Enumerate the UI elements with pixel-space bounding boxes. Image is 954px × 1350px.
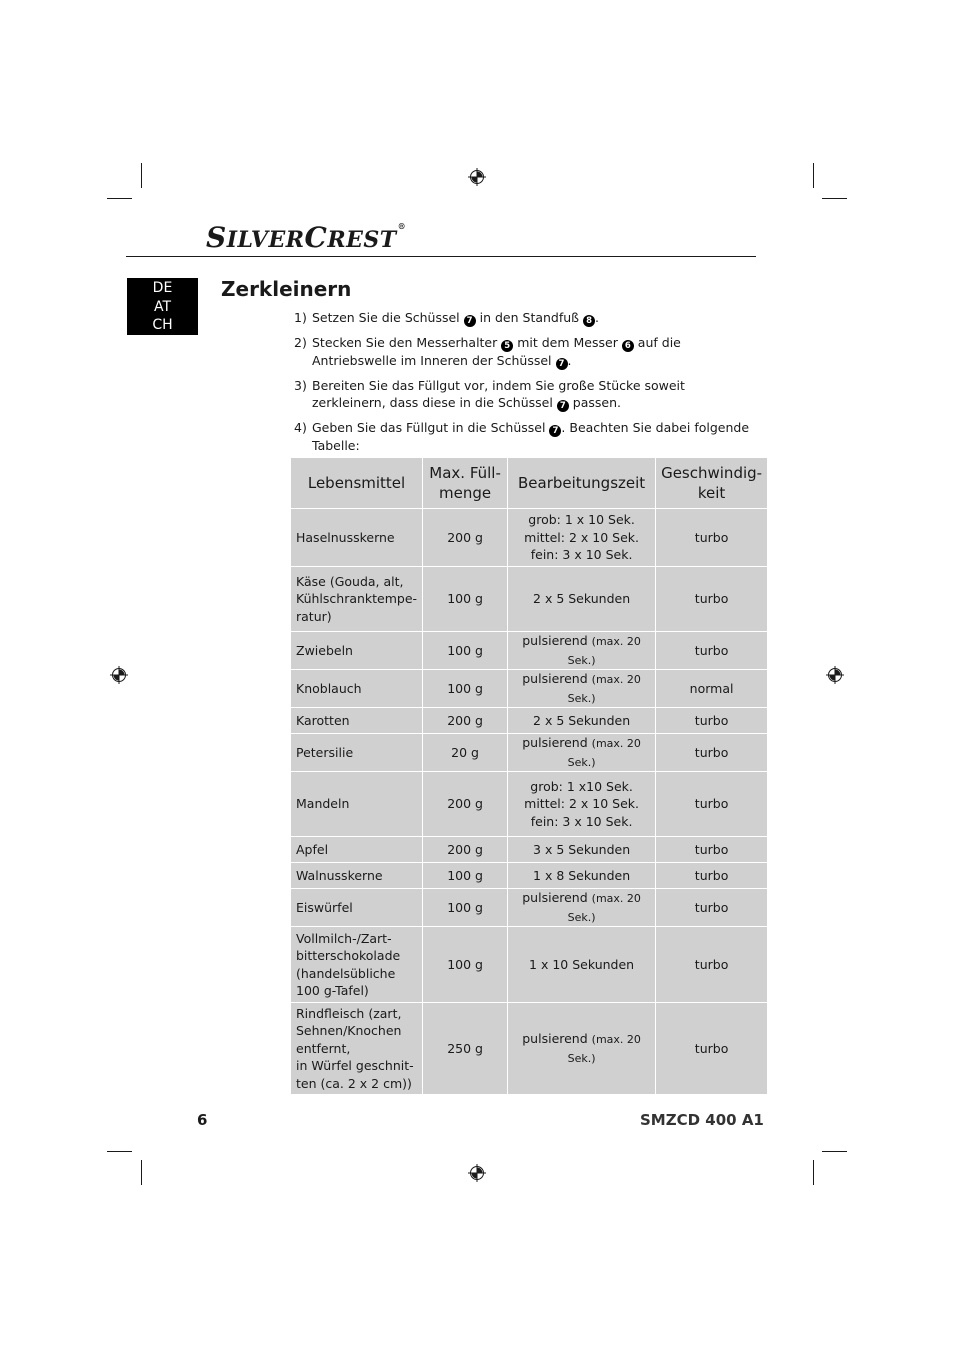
language-tab (127, 278, 198, 335)
table-header-row (291, 458, 768, 509)
time-cell (508, 509, 656, 567)
food-cell: Vollmilch-/Zart- bitterschokolade (handelsübliche 100 g-Tafel) (291, 927, 423, 1003)
table-row (291, 734, 768, 772)
table-row (291, 837, 768, 863)
part-number-badge: 7 (556, 358, 568, 370)
time-note: (max. 20 Sek.) (567, 892, 641, 924)
amount-cell: 250 g (423, 1003, 508, 1095)
food-cell: Haselnusskerne (291, 509, 423, 567)
time-text: pulsierend (522, 633, 588, 648)
step-text: . Beachten Sie dabei folgende Tabelle: (312, 420, 750, 453)
section-title: Zerkleinern (221, 277, 352, 301)
food-cell: Eiswürfel (291, 889, 423, 927)
time-text: 1 x 10 Sekunden (529, 956, 635, 972)
language-code: DE (152, 280, 173, 296)
food-cell: Petersilie (291, 734, 423, 772)
speed-cell: turbo (656, 889, 768, 927)
crop-mark (813, 1160, 814, 1185)
amount-cell: 100 g (423, 567, 508, 632)
time-text: pulsierend (522, 890, 588, 905)
step-text: Geben Sie das Füllgut in die Schüssel (312, 420, 550, 435)
food-cell: Apfel (291, 837, 423, 863)
crop-mark (141, 1160, 142, 1185)
food-cell: Käse (Gouda, alt, Kühlschranktempe- ratur) (291, 567, 423, 632)
step-number: 2) (294, 335, 307, 350)
time-cell (508, 670, 656, 708)
column-header: Geschwindig- keit (656, 458, 768, 509)
food-cell: Karotten (291, 708, 423, 734)
brand-logo: SILVERCREST® (206, 221, 407, 254)
food-cell: Rindfleisch (zart, Sehnen/Knochen entfernt, in Würfel geschnit- ten (ca. 2 x 2 cm)) (291, 1003, 423, 1095)
step-text: Stecken Sie den Messerhalter (312, 335, 502, 350)
table-row (291, 670, 768, 708)
table-row (291, 1003, 768, 1095)
amount-cell: 200 g (423, 708, 508, 734)
language-code: AT (153, 298, 172, 315)
part-number-badge: 8 (583, 315, 595, 327)
time-text: 1 x 8 Sekunden (533, 867, 631, 883)
instruction-list (294, 309, 756, 461)
amount-cell: 200 g (423, 772, 508, 837)
time-text: grob: 1 x10 Sek. mittel: 2 x 10 Sek. fein: 3 x 10 Sek. (524, 778, 639, 829)
step-number: 4) (294, 420, 307, 435)
header-rule (126, 256, 756, 257)
time-text: 2 x 5 Sekunden (533, 591, 631, 607)
step-text: Setzen Sie die Schüssel (312, 310, 464, 325)
registration-mark-icon (468, 168, 486, 186)
time-note: (max. 20 Sek.) (567, 737, 641, 769)
speed-cell: normal (656, 670, 768, 708)
speed-cell: turbo (656, 567, 768, 632)
step-text: . (595, 310, 600, 325)
step-text: passen. (568, 395, 621, 410)
food-cell: Knoblauch (291, 670, 423, 708)
instruction-step (294, 309, 756, 327)
speed-cell: turbo (656, 632, 768, 670)
time-cell (508, 927, 656, 1003)
speed-cell: turbo (656, 1003, 768, 1095)
crop-mark (822, 1151, 847, 1152)
time-text: pulsierend (522, 671, 588, 686)
step-number: 3) (294, 378, 307, 393)
instruction-step (294, 334, 756, 370)
table-row (291, 632, 768, 670)
time-text: 3 x 5 Sekunden (533, 841, 631, 857)
time-text: pulsierend (522, 735, 588, 750)
step-text: in den Standfuß (475, 310, 584, 325)
speed-cell: turbo (656, 734, 768, 772)
table-row (291, 927, 768, 1003)
registration-mark-icon (826, 666, 844, 684)
table-row (291, 863, 768, 889)
time-cell (508, 889, 656, 927)
column-header: Bearbeitungszeit (508, 458, 656, 509)
speed-cell: turbo (656, 509, 768, 567)
food-cell: Walnusskerne (291, 863, 423, 889)
time-cell (508, 772, 656, 837)
table-row (291, 509, 768, 567)
instruction-step (294, 419, 756, 454)
time-note: (max. 20 Sek.) (567, 673, 641, 705)
part-number-badge: 6 (622, 340, 634, 352)
amount-cell: 200 g (423, 509, 508, 567)
step-text: Bereiten Sie das Füllgut vor, indem Sie große Stücke soweit zerkleinern, dass diese in die Schüssel (312, 378, 685, 410)
crop-mark (813, 163, 814, 188)
crop-mark (107, 198, 132, 199)
step-number: 1) (294, 310, 307, 325)
speed-cell: turbo (656, 927, 768, 1003)
time-note: (max. 20 Sek.) (567, 1033, 641, 1065)
step-text: . (567, 353, 572, 368)
column-header: Lebensmittel (291, 458, 423, 509)
time-cell (508, 863, 656, 889)
column-header: Max. Füll- menge (423, 458, 508, 509)
time-note: (max. 20 Sek.) (567, 635, 641, 667)
amount-cell: 100 g (423, 670, 508, 708)
page-number: 6 (197, 1111, 208, 1129)
language-code: CH (152, 317, 173, 333)
time-cell (508, 1003, 656, 1095)
time-text: grob: 1 x 10 Sek. mittel: 2 x 10 Sek. fein: 3 x 10 Sek. (524, 512, 639, 563)
part-number-badge: 7 (464, 315, 476, 327)
amount-cell: 100 g (423, 863, 508, 889)
amount-cell: 100 g (423, 927, 508, 1003)
time-cell (508, 632, 656, 670)
amount-cell: 100 g (423, 632, 508, 670)
speed-cell: turbo (656, 837, 768, 863)
part-number-badge: 7 (557, 400, 569, 412)
amount-cell: 20 g (423, 734, 508, 772)
registration-mark-icon (110, 666, 128, 684)
table-row (291, 772, 768, 837)
crop-mark (141, 163, 142, 188)
speed-cell: turbo (656, 772, 768, 837)
speed-cell: turbo (656, 863, 768, 889)
model-number: SMZCD 400 A1 (640, 1111, 764, 1129)
part-number-badge: 5 (501, 340, 513, 352)
table-row (291, 889, 768, 927)
part-number-badge: 7 (549, 425, 561, 437)
time-cell (508, 708, 656, 734)
time-cell (508, 837, 656, 863)
registration-mark-icon (468, 1164, 486, 1182)
processing-table (290, 457, 768, 1095)
step-text: mit dem Messer (513, 335, 622, 350)
speed-cell: turbo (656, 708, 768, 734)
time-cell (508, 567, 656, 632)
time-text: 2 x 5 Sekunden (533, 712, 631, 728)
time-text: pulsierend (522, 1031, 588, 1046)
step-text: auf die Antriebswelle im Inneren der Schüssel (312, 335, 681, 368)
crop-mark (822, 198, 847, 199)
amount-cell: 200 g (423, 837, 508, 863)
food-cell: Mandeln (291, 772, 423, 837)
table-row (291, 708, 768, 734)
crop-mark (107, 1151, 132, 1152)
food-cell: Zwiebeln (291, 632, 423, 670)
table-row (291, 567, 768, 632)
amount-cell: 100 g (423, 889, 508, 927)
instruction-step (294, 377, 756, 412)
time-cell (508, 734, 656, 772)
